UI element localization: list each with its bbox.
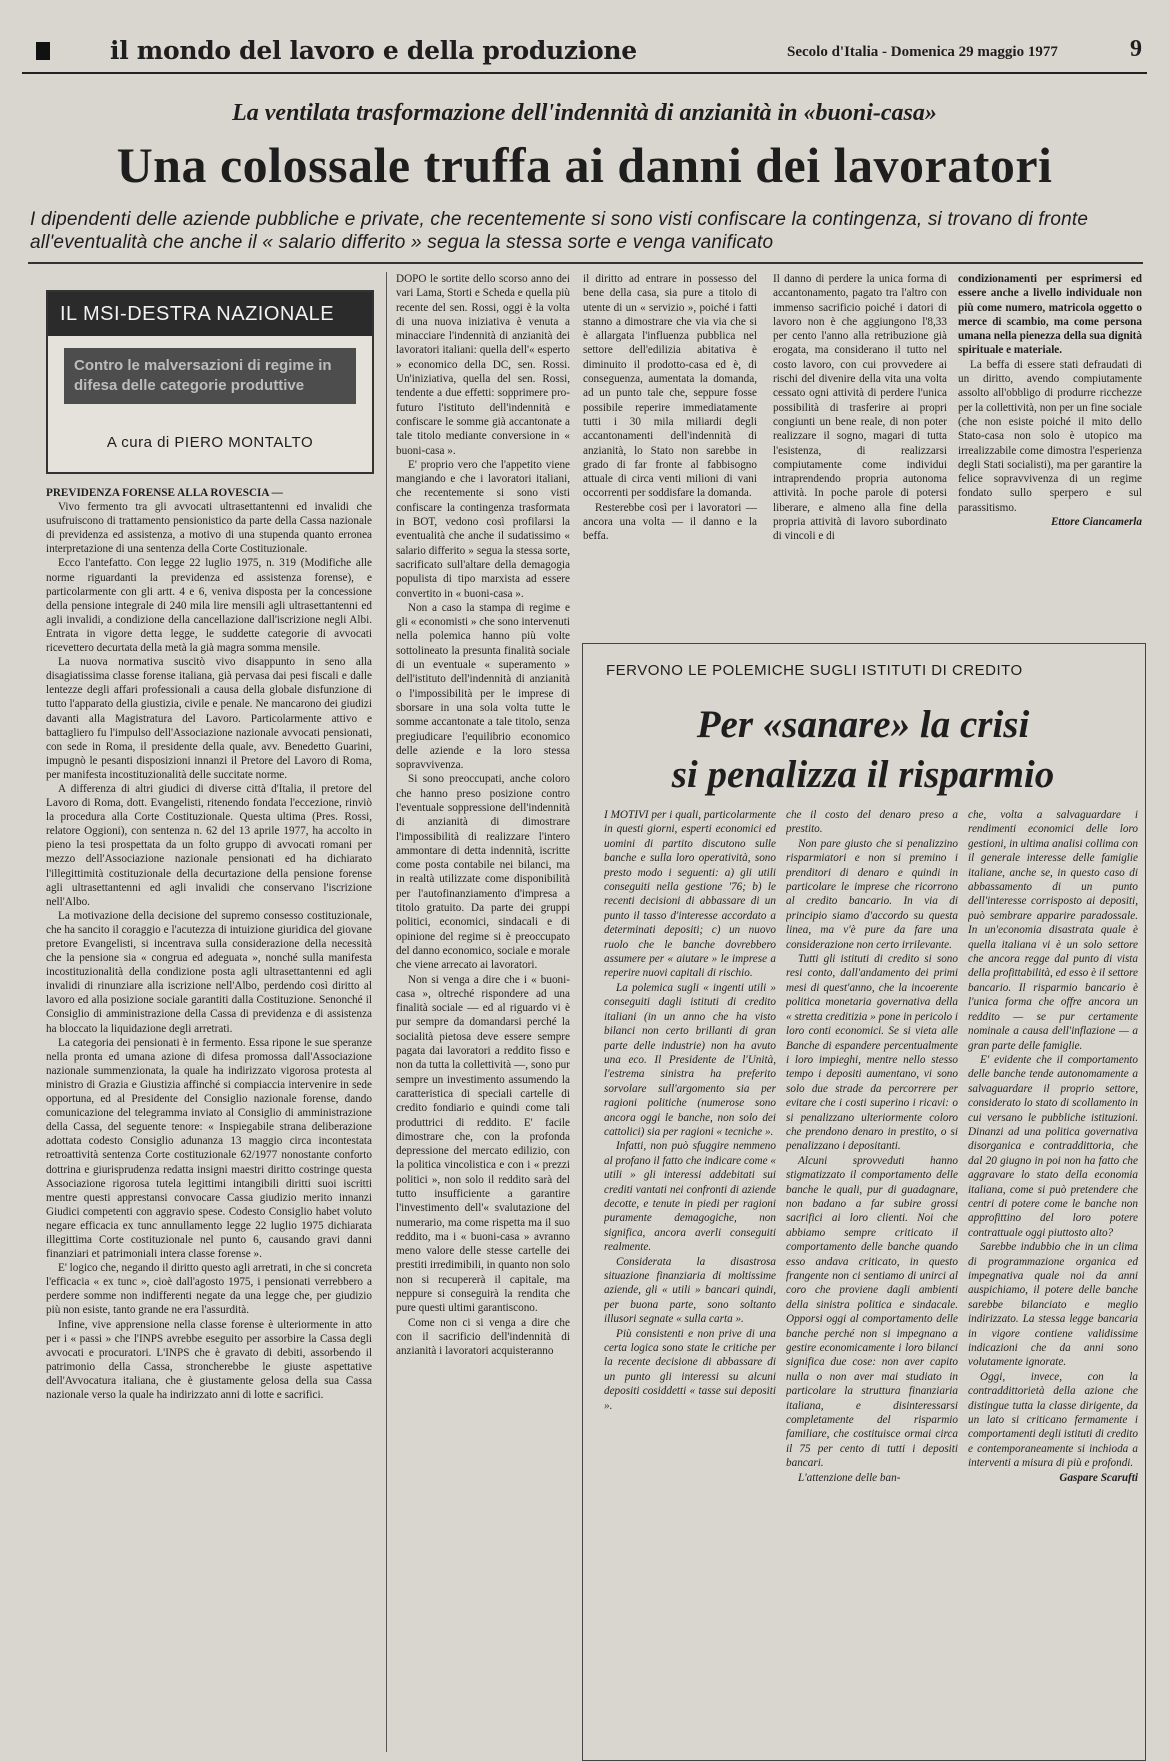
credit-paragraph: E' evidente che il comportamento delle banche tende autonomamente a salvaguardare il proprio settore, considerato lo stato di scollamento in cui versano le pubbliche istituzioni. Dinanzi ad una politica governativa disorganica e contraddittoria, che dal 20 giugno in poi non ha fatto che aggravare lo stato della economia italiana, come si può pretendere che centri di potere come le banche non approfittino del loro potere contrattuale oggi piuttosto alto? — [968, 1053, 1138, 1239]
article-paragraph: Non a caso la stampa di regime e gli « economisti » che sono intervenuti nella polemica hanno più volte sottolineato la presunta finalità sociale di un eventuale « superamento » dell'istituto dell'indennità di anzianità o l'impossibilità per le imprese di sborsare in una sola volta tutte le somme accantonate a tale titolo, senza pregiudicare l'equilibrio economico delle aziende e la loro stessa sopravvivenza. — [396, 601, 570, 772]
article-paragraph: Non si venga a dire che i « buoni-casa », oltreché rispondere ad una finalità sociale — ed al riguardo vi è pur sempre da domandarsi perché la socialità pietosa deve essere sempre pagata dai lavoratori a reddito fisso e non da tutta la collettività —, sono pur sempre un investimento assumendo la caratteristica di speciali cartelle di credito fondiario e quindi come tali produttrici di reddito. E' facile dimostrare che, con la profonda depressione del mercato edilizio, con la politica vincolistica e con i « prezzi politici », non solo il reddito sarà del tutto insufficiente a garantire l'investimento dell'« svalutazione del numerario, ma come rispetta ma il suo reddito, ma i « buoni-casa » avranno meno valore delle stesse cartelle dei prestiti irredimibili, in quanto non solo non si recupererà il capitale, ma neppure si conseguirà la rendita che pure questi ultimi garantiscono. — [396, 973, 570, 1315]
section-title: il mondo del lavoro e della produzione — [110, 36, 637, 65]
dateline: Secolo d'Italia - Domenica 29 maggio 1977 — [787, 44, 1058, 60]
section-marker-icon — [36, 42, 50, 60]
credit-paragraph: Oggi, invece, con la contraddittorietà della azione che distingue tutta la classe dirigente, da un lato si criticano fermamente i comportamenti degli istituti di credito e contemporaneamente si inchioda a interventi a misura di più e profondi. — [968, 1370, 1138, 1470]
article-paragraph: condizionamenti per esprimersi ed essere anche a livello individuale non più come numero, matricola oggetto o merce di scambio, ma come persona umana nella pienezza della sua dignità spirituale e materiale. — [958, 273, 1142, 357]
article-column-1 — [396, 272, 570, 1748]
msi-paragraph: La nuova normativa suscitò vivo disappunto in seno alla disagiatissima classe forense italiana, già pervasa dai pesi fiscali e dalle lentezze degli affari professionali a causa della globale disfunzione di tutto l'apparato della giustizia, civile e penale. Ne mancarono dei giudizi davanti alla Magistratura del Lavoro. Particolarmente attivo e battagliero fu l'impulso dell'Associazione nazionale avvocati pensionati, con sede in Roma, il presidente della quale, avv. Benedetto Guarini, impugnò le pesanti disposizioni innanzi il Pretore del Lavoro di Roma, per manifesta incostituzionalità delle succitate norme. — [46, 656, 372, 781]
column-rule — [386, 272, 387, 1752]
article-column-4 — [958, 272, 1142, 624]
msi-paragraph: Vivo fermento tra gli avvocati ultrasettantenni ed invalidi che usufruiscono di trattamento pensionistico da parte della Cassa nazionale di previdenza ed assistenza, a motivo di una stupenda quanto erronea interpretazione di una sentenza della Corte Costituzionale. — [46, 501, 372, 556]
article-subhead: I dipendenti delle aziende pubbliche e private, che recentemente si sono visti confiscare la contingenza, si trovano di fronte all'eventualità che anche il « salario differito » segua la stessa sorte e venga vanificato — [30, 209, 1089, 253]
article-paragraph: La beffa di essere stati defraudati di un diritto, avendo compiutamente assolto all'obbligo di produrre ricchezze per la collettività, non per un fine sociale (che non esiste poiché il mito dello Stato-casa non solo è utopico ma irrealizzabile come dimostra l'esperienza degli Stati socialisti), ma per garantire la felice sopravvivenza di un regime fondato sullo sperpero e sul parassitismo. — [958, 358, 1142, 514]
masthead — [22, 28, 1147, 74]
msi-box-curator: A cura di PIERO MONTALTO — [106, 434, 314, 451]
msi-column — [46, 486, 372, 1748]
article-paragraph: Resterebbe così per i lavoratori — ancora una volta — il danno e la beffa. — [583, 501, 757, 543]
credit-paragraph: I MOTIVI per i quali, particolarmente in questi giorni, esperti economici ed uomini di partito discutono sulle banche e sulla loro operatività, sono presto modo i seguenti: a) gli utili conseguiti nella gestione '76; b) le recenti decisioni di abbassare di un punto il tasso d'interesse accordato a determinati depositi; c) un nuovo ruolo che le banche dovrebbero assumere per « aiutare » le imprese a reperire nuovi capitali di rischio. — [604, 809, 776, 980]
page-number: 9 — [1130, 36, 1142, 62]
article-headline: Una colossale truffa ai danni dei lavoratori — [116, 137, 1053, 193]
credit-article-kicker: FERVONO LE POLEMICHE SUGLI ISTITUTI DI CREDITO — [606, 662, 1023, 679]
article-paragraph: DOPO le sortite dello scorso anno dei vari Lama, Storti e Scheda e quella più recente del sen. Rossi, oggi è la volta di una nuova iniziativa è venuta a minacciare l'indennità di anzianità dei lavoratori italiani: quella dell'« esperto » economico della DC, sen. Rossi. Un'iniziativa, quella del sen. Rossi, tendente a due effetti: sopprimere pro-futuro l'istituto dell'indennità e confiscare le somme già accantonate a tale titolo mediante conversione in « buoni-casa ». — [396, 273, 570, 457]
credit-article-title — [582, 700, 1144, 800]
msi-box-title: IL MSI-DESTRA NAZIONALE — [48, 292, 372, 336]
credit-article-title-line-2: si penalizza il risparmio — [671, 753, 1055, 796]
credit-paragraph: Infatti, non può sfuggire nemmeno al profano il fatto che indicare come « utili » gli interessi addebitati sui crediti vantati nei confronti di aziende decotte, e tenute in piedi per ragioni puramente demagogiche, non significa, ancora averli conseguiti realmente. — [604, 1140, 776, 1254]
article-signature: Ettore Ciancamerla — [1050, 516, 1142, 529]
credit-paragraph: L'attenzione delle ban- — [798, 1471, 901, 1484]
msi-box-banner: Contro le malversazioni di regime in difesa delle categorie produttive — [64, 348, 356, 404]
msi-box — [46, 290, 374, 474]
msi-paragraph: La categoria dei pensionati è in fermento. Essa ripone le sue speranze nella pronta ed umana azione di difesa promossa dall'Associazione nazionale summenzionata, la quale ha indirizzato vigorosa protesta al ministro di Grazia e Giustizia affinché si compiaccia intervenire in sede opportuna, ed al Presidente del Consiglio nazionale forense, dando comunicazione del telegramma inviato al Consiglio di amministrazione della Cassa, del seguente tenore: « Inspiegabile strana deliberazione adottata codesto Consiglio adunanza 13 maggio circa incontestata retroattività sentenza Corte costituzionale 62/1977 nonostante conforto dottrina e giurisprudenza redatta insigni maestri diritto costringe questa Associazione rigorosa tutela legittimi intangibili diritti suoi iscritti mentre questi apprestansi convocare Cassa giudizio merito innanzi Giudici competenti con aggravio spese. Codesto Consiglio habet voluto negare efficacia ex tunc annullamento legge 22 luglio 1975 dichiarata illegittima Corte costituzionale nel punto 6, causando gravi danni finanziari et patrimoniali intera classe forense ». — [46, 1036, 372, 1261]
article-kicker: La ventilata trasformazione dell'indennità di anzianità in «buoni-casa» — [232, 100, 937, 126]
article-paragraph: il diritto ad entrare in possesso del bene della casa, sia pure a titolo di utente di un « servizio », poiché i fatti stanno a dimostrare che via via che si è allargata l'influenza pubblica nel settore dell'edilizia abitativa è diminuito il prodotto-casa ed è, di conseguenza, aumentata la domanda, ad un punto tale che, seppure fosse possibile reperire immediatamente tutti i 30 mila miliardi degli accantonamenti dell'indennità di anzianità, lo Stato non sarebbe in grado di far fronte al fabbisogno attuale di circa venti milioni di vani occorrenti per soddisfare la domanda. — [583, 273, 757, 500]
article-paragraph: Come non ci si venga a dire che con il sacrificio dell'indennità di anzianità i lavoratori acquisteranno — [396, 1316, 570, 1358]
credit-paragraph: Sarebbe indubbio che in un clima di programmazione organica ed impegnativa quale noi da anni auspichiamo, il potere delle banche sarebbe bilanciato e meglio indirizzato. La stessa legge bancaria in vigore contiene validissime indicazioni che da anni sono volutamente ignorate. — [968, 1241, 1138, 1369]
credit-paragraph: che il costo del denaro preso a prestito. — [786, 809, 958, 836]
credit-paragraph: Più consistenti e non prive di una certa logica sono state le critiche per la recente decisione di abbassare di un punto gli interessi su alcuni depositi cosiddetti « tasse sui depositi ». — [604, 1327, 776, 1412]
article-column-2 — [583, 272, 757, 624]
headline-divider — [28, 262, 1143, 264]
msi-paragraph: Ecco l'antefatto. Con legge 22 luglio 1975, n. 319 (Modifiche alle norme riguardanti la previdenza ed assistenza forense), e particolarmente con gli artt. 4 e 6, veniva disposta per la concessione della pensione integrale di 240 mila lire mensili agli ultrasettantenni ed agli invalidi, a condizione della cancellazione dall'iscrizione negli Albi. Entrata in vigore detta legge, le suddette categorie di avvocati ricevettero decurtata della metà la già magra somma mensile. — [46, 557, 372, 655]
credit-column-3 — [968, 808, 1138, 1748]
credit-paragraph: Considerata la disastrosa situazione finanziaria di moltissime aziende, gli « utili » bancari quindi, per buona parte, sono soltanto illusori segnate « sulla carta ». — [604, 1255, 776, 1326]
msi-lead: PREVIDENZA FORENSE ALLA ROVESCIA — — [46, 487, 283, 499]
credit-column-1 — [604, 808, 776, 1748]
credit-paragraph: La polemica sugli « ingenti utili » conseguiti dagli istituti di credito italiani (in un anno che ha visto bilanci non certo brillanti di gran parte delle industrie) non ha avuto una eco. Il Presidente de l'Unità, l'estrema sinistra ha preferito sorvolare sull'argomento sia per ragioni politiche (numerose sono ancora oggi le banche, non solo dei cattolici) sia per ragioni « tecniche ». — [604, 981, 776, 1138]
msi-paragraph: La motivazione della decisione del supremo consesso costituzionale, che ha sancito il coraggio e l'acutezza di intuizione giuridica del giovane pretore Evangelisti, si incentrava sulla considerazione della necessità che la pensione sia « congrua ed adeguata », nonché sulla manifesta incostituzionalità della condizione posta agli ultrasettantenni ed agli invalidi di rinunziare alla iscrizione nell'Albo, perdendo così diritto al lavoro ed alla posizione sociale garantiti dalla Costituzione. Senonché il Consiglio di amministrazione della Cassa di previdenza e di assistenza ha bloccato la liquidazione degli arretrati. — [46, 909, 372, 1035]
article-paragraph: Si sono preoccupati, anche coloro che hanno preso posizione contro l'eventuale soppressione dell'indennità di anzianità di dimostrare l'impossibilità di realizzare l'intero ammontare di detta indennità, iscritte come posta contabile nei bilanci, ma in realtà utilizzate come disponibilità per l'autofinanziamento d'impresa a titolo gratuito. Da parte dei gruppi politici, economici, sindacali e di opinione del regime si è preoccupato del danno economico, sociale e morale che viene arrecato ai lavoratori. — [396, 773, 570, 972]
article-paragraph: E' proprio vero che l'appetito viene mangiando e che i lavoratori italiani, che recentemente si sono visti confiscare la contingenza trasformata in BOT, vedono così profilarsi la eventualità che anche il sudatissimo « salario differito » segua la stessa sorte, sacrificato sull'altare della demagogia populista di tipo marxista ad essere convertito in « buoni-casa ». — [396, 458, 570, 600]
article-column-3 — [773, 272, 947, 624]
msi-paragraph: E' logico che, negando il diritto questo agli arretrati, in che si concreta l'efficacia « ex tunc », cioè dall'agosto 1975, i pensionati verrebbero a perdere somme non indifferenti negate da una legge che, per giudizio più non esiste, tanto grande ne era l'assurdità. — [46, 1262, 372, 1317]
credit-paragraph: che, volta a salvaguardare i rendimenti economici delle loro gestioni, in ultima analisi collima con il generale interesse delle famiglie italiane, anche se, in questo caso di abbassamento di un punto dell'interesse corrisposto ai depositi, può sembrare apparire paradossale. In un'economia disastrata quale è quella italiana vi è un solo settore che ancora regge dal punto di vista della profittabilità, ed esso è il settore bancario. Il risparmio bancario è l'unica forma che offre ancora un reddito — se pur certamente nominale a causa dell'inflazione — a gran parte delle famiglie. — [968, 809, 1138, 1052]
msi-paragraph: Infine, vive apprensione nella classe forense è ulteriormente in atto per i « passi » che l'INPS avrebbe eseguito per assorbire la Cassa degli avvocati e procuratori. L'INPS che è gravato di debiti, assorbendo il patrimonio della Cassa, stroncherebbe le giuste aspettative dell'Avvocatura italiana, che è giustamente gelosa della sua Cassa nazionale verso la quale ha indirizzato anni di lotte e sacrifici. — [46, 1318, 372, 1401]
credit-paragraph: Non pare giusto che si penalizzino risparmiatori e non si premino i prenditori di denaro e quindi in particolare le imprese che ricorrono al credito bancario. In via di principio siamo d'accordo su questa linea, ma v'è pure da fare una considerazione non certo irrilevante. — [786, 837, 958, 951]
credit-paragraph: Alcuni sprovveduti hanno stigmatizzato il comportamento delle banche le quali, pur di guadagnare, non badano a far subire grossi sacrifici ai loro clienti. Noi che abbiamo sempre criticato il comportamento delle banche quando esso andava criticato, in questo frangente non ci sentiamo di unirci al coro che proviene dagli ambienti della sinistra politica e sindacale. Opporsi oggi al comportamento delle banche perché non si impegnano a gestire economicamente i loro bilanci significa due cose: non aver capito nulla o non aver mai studiato in particolare la struttura finanziaria italiana, e disinteressarsi completamente del risparmio familiare, che costituisce ormai circa il 75 per cento di tutti i depositi bancari. — [786, 1154, 958, 1470]
credit-signature: Gaspare Scarufti — [1059, 1471, 1138, 1484]
credit-paragraph: Tutti gli istituti di credito si sono resi conto, dall'andamento dei primi mesi di quest'anno, che la incoerente politica monetaria governativa della « stretta creditizia » pone in pericolo i loro conti economici. Se si vieta alle Banche di espandere percentualmente i loro impieghi, mentre nello stesso tempo i depositi aumentano, vi sono solo due strade da percorrere per evitare che i costi superino i ricavi: o si penalizzano ulteriormente coloro che prendono denaro in prestito, o si penalizzano i depositanti. — [786, 953, 958, 1153]
credit-article-title-line-1: Per «sanare» la crisi — [696, 703, 1030, 746]
article-paragraph: Il danno di perdere la unica forma di accantonamento, pagato tra l'altro con immenso sacrificio poiché i datori di lavoro non è che aggiungono l'8,33 per cento l'anno alla retribuzione già erogata, ma considerano il tutto nel costo lavoro, con cui provvedere ai rischi del divenire della vita una volta cessato ogni attività di perdere l'unica possibilità di trasferire ai propri congiunti un bene reale, di non poter realizzare il sogno, magari di tutta l'esistenza, di realizzarsi compiutamente come individui intraprendendo propria autonoma attività. In poche parole di potersi liberare, e almeno alla fine della propria attività di lavoro subordinato di vincoli e di — [773, 273, 947, 543]
msi-paragraph: A differenza di altri giudici di diverse città d'Italia, il pretore del Lavoro di Roma, dott. Evangelisti, ritenendo fondata l'eccezione, rinviò la procedura alla Corte Costituzionale. Questa ultima (Pres. Rossi, relatore Oggioni), con sentenza n. 62 del 13 aprile 1977, ha accolto in pieno la tesi prospettata da un folto gruppo di avvocati romani per mezzo dell'Associazione nazionale pensionati ed ha dichiarato l'illegittimità costituzionale della decurtazione della pensione forense agli ultrasettantenni ed agli invalidi che conservano l'iscrizione nell'Albo. — [46, 782, 372, 908]
credit-column-2 — [786, 808, 958, 1748]
